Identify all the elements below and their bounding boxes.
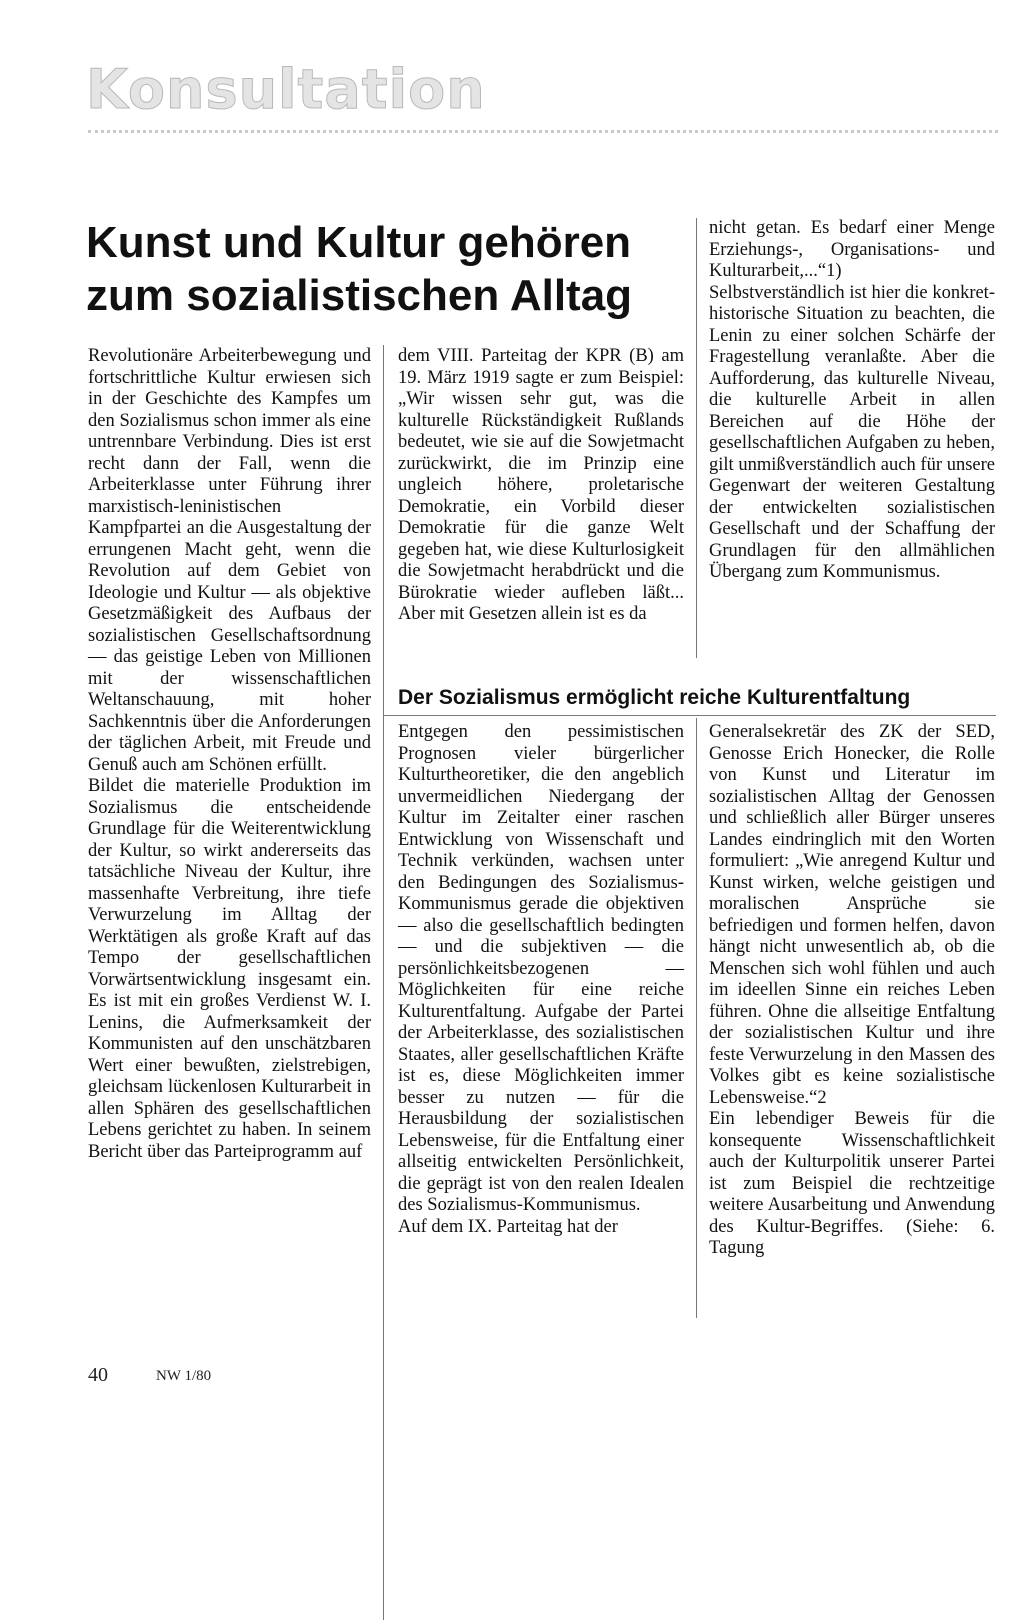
- column-2-bottom: [398, 722, 684, 1238]
- page-number: 40: [88, 1364, 108, 1386]
- column-3-bottom: [709, 722, 995, 1260]
- column-rule-2: [696, 218, 697, 658]
- column-rule-3: [696, 718, 697, 1318]
- col3-bottom-paragraph-2: Ein lebendiger Beweis für die konsequente Wissenschaftlichkeit auch der Kulturpolitik unserer Partei ist zum Beispiel die rechtzeitige weitere Ausarbeitung und Anwendung des Kultur-Begriffes. (Siehe: 6. Tagung: [709, 1109, 995, 1258]
- col2-top-paragraph: dem VIII. Parteitag der KPR (B) am 19. März 1919 sagte er zum Beispiel: „Wir wissen sehr gut, was die kulturelle Rückständigkeit Rußlands bedeutet, wie sie auf die Sowjetmacht zurückwirkt, die im Prinzip eine ungleich höhere, proletarische Demokratie, ein Vorbild dieser Demokratie für die ganze Welt gegeben hat, wie diese Kulturlosigkeit die Sowjetmacht herabdrückt und die Bürokratie wieder aufleben läßt... Aber mit Gesetzen allein ist es da: [398, 346, 684, 624]
- kicker-rule: [88, 130, 998, 133]
- headline-line-2: zum sozialistischen Alltag: [86, 271, 633, 320]
- subheading-rule: [384, 715, 996, 716]
- column-1: [88, 346, 371, 1163]
- issue-label: NW 1/80: [156, 1368, 212, 1384]
- article-headline: [86, 216, 676, 322]
- col1-paragraph-1: Revolutionäre Arbeiterbewegung und fortschrittliche Kultur erwiesen sich in der Geschichte des Kampfes um den Sozialismus schon immer als eine untrennbare Verbindung. Dies ist erst recht dann der Fall, wenn die Arbeiterklasse unter Führung ihrer marxistisch-leninistischen Kampfpartei an die Ausgestaltung der errungenen Macht geht, wenn die Revolution auf dem Gebiet von Ideologie und Kultur — als objektive Gesetzmäßigkeit des Aufbaus der sozialistischen Gesellschaftsordnung — das geistige Leben von Millionen mit der wissenschaftlichen Weltanschauung, mit hoher Sachkenntnis über die Anforderungen der täglichen Arbeit, mit Freude und Genuß auch am Schönen erfüllt.: [88, 346, 371, 775]
- section-kicker: Konsultation: [86, 58, 486, 121]
- subheading: Der Sozialismus ermöglicht reiche Kulturentfaltung: [398, 686, 911, 709]
- col3-top-paragraph-1: nicht getan. Es bedarf einer Menge Erziehungs-, Organisations- und Kulturarbeit,...“1): [709, 218, 995, 281]
- column-2-top: [398, 346, 684, 626]
- headline-line-1: Kunst und Kultur gehören: [86, 218, 632, 267]
- col1-paragraph-2: Bildet die materielle Produktion im Sozialismus die entscheidende Grundlage für die Weiterentwicklung der Kultur, so wirkt andererseits das tatsächliche Niveau der Kultur, ihre massenhafte Verbreitung, ihre tiefe Verwurzelung im Alltag der Werktätigen als große Kraft auf das Tempo der gesellschaftlichen Vorwärtsentwicklung insgesamt ein. Es ist mit ein großes Verdienst W. I. Lenins, die Aufmerksamkeit der Kommunisten auf den unschätzbaren Wert einer bewußten, zielstrebigen, gleichsam lückenlosen Kulturarbeit in allen Sphären des gesellschaftlichen Lebens gerichtet zu haben. In seinem Bericht über das Parteiprogramm auf: [88, 776, 371, 1162]
- col3-bottom-paragraph-1: Generalsekretär des ZK der SED, Genosse Erich Honecker, die Rolle von Kunst und Literatur im sozialistischen Alltag der Genossen und schließlich aller Bürger unseres Landes eindringlich mit den Worten formuliert: „Wie anregend Kultur und Kunst wirken, welche geistigen und moralischen Ansprüche sie befriedigen und formen helfen, davon hängt nicht unwesentlich ab, ob die Menschen sich wohl fühlen und auch im ideellen Sinne ein reiches Leben führen. Ohne die allseitige Entfaltung der sozialistischen Kultur und ihre feste Verwurzelung in den Massen des Volkes gibt es keine sozialistische Lebensweise.“2: [709, 722, 995, 1108]
- col3-top-paragraph-2: Selbstverständlich ist hier die konkret-historische Situation zu beachten, die Lenin zu einer solchen Schärfe der Fragestellung veranlaßte. Aber die Aufforderung, das kulturelle Niveau, die kulturelle Arbeit in allen Bereichen auf die Höhe der gesellschaftlichen Aufgaben zu heben, gilt unmißverständlich auch für unsere Gegenwart der weiteren Gestaltung der entwickelten sozialistischen Gesellschaft und der Schaffung der Grundlagen für den allmählichen Übergang zum Kommunismus.: [709, 282, 995, 582]
- col2-bottom-paragraph-1: Entgegen den pessimistischen Prognosen vieler bürgerlicher Kulturtheoretiker, die den angeblich unvermeidlichen Niedergang der Kultur im Zeitalter einer raschen Entwicklung von Wissenschaft und Technik verkünden, wachsen unter den Bedingungen des Sozialismus-Kommunismus gerade die objektiven — also die gesellschaftlich bedingten — und die subjektiven — die persönlichkeitsbezogenen — Möglichkeiten für eine reiche Kulturentfaltung. Aufgabe der Partei der Arbeiterklasse, des sozialistischen Staates, aller gesellschaftlichen Kräfte ist es, diese Möglichkeiten immer besser zu nutzen — für die Herausbildung der sozialistischen Lebensweise, für die Entfaltung einer allseitig entwickelten Persönlichkeit, die geprägt ist von den realen Idealen des Sozialismus-Kommunismus.: [398, 722, 684, 1215]
- column-rule-1: [383, 345, 384, 1620]
- col2-bottom-paragraph-2: Auf dem IX. Parteitag hat der: [398, 1216, 618, 1237]
- column-3-top: [709, 218, 995, 584]
